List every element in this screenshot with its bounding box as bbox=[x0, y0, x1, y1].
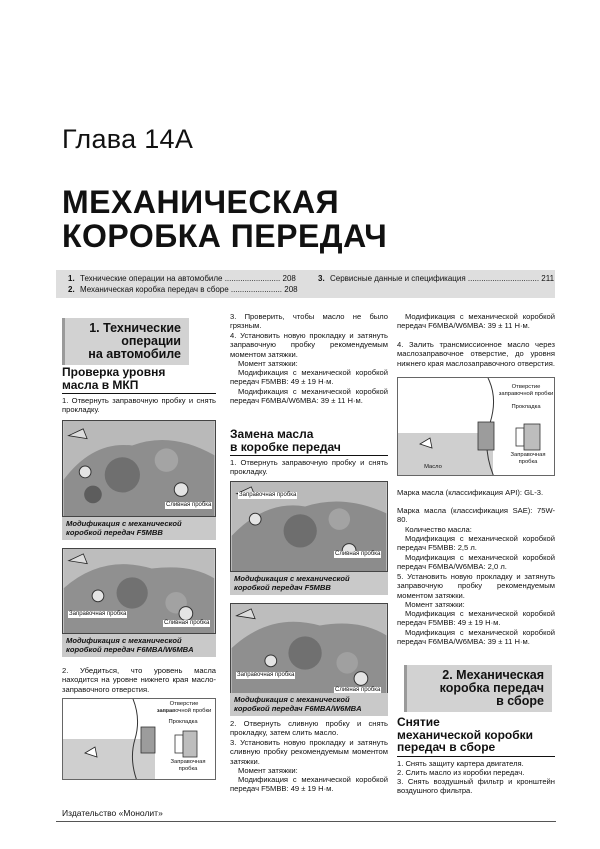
spec-text: Марка масла (классификация SAE): 75W-80. bbox=[397, 506, 555, 525]
torque-value: Модификация с механической коробкой передач F5MBB: 49 ± 19 Н·м. bbox=[230, 368, 388, 387]
step-text: 3. Проверить, чтобы масло не было грязным. bbox=[230, 312, 388, 331]
drain-plug-label: Сливная пробка bbox=[335, 551, 381, 557]
photo-caption: Модификация с механической коробкой передач F6MBA/W6MBA bbox=[62, 634, 216, 657]
step-text: 1. Отвернуть заправочную пробку и снять прокладку. bbox=[230, 458, 388, 477]
subheading-oil-level-check: Проверка уровня масла в МКП bbox=[62, 366, 216, 394]
step-text: 2. Отвернуть сливную пробку и снять прокладку, затем слить масло. bbox=[230, 719, 388, 738]
photo-caption: Модификация с механической коробкой передач F6MBA/W6MBA bbox=[230, 693, 388, 716]
fill-plug-label: Заправочная пробка bbox=[510, 452, 546, 465]
step-text: 5. Установить новую прокладку и затянуть заправочную пробку рекомендуемым моментом затяжки. bbox=[397, 572, 555, 600]
toc-item[interactable]: 3. Сервисные данные и спецификация ................................ 211 bbox=[318, 274, 555, 283]
step-text: 2. Слить масло из коробки передач. bbox=[397, 768, 525, 777]
spec-text: Марка масла (классификация API): GL-3. bbox=[397, 488, 544, 497]
torque-label: Момент затяжки: bbox=[238, 359, 298, 368]
step-text: 4. Залить трансмиссионное масло через маслозаправочное отверстие, до уровня нижнего края маслозаправочного отверстия. bbox=[397, 340, 555, 368]
gasket-label: Прокладка bbox=[168, 719, 198, 725]
section-heading-2: 2. Механическая коробка передач в сборе bbox=[404, 665, 552, 712]
oil-label: Масло bbox=[424, 464, 442, 470]
gasket-label: Прокладка bbox=[511, 404, 541, 410]
qty-value: Модификация с механической коробкой передач F5MBB: 2,5 л. bbox=[397, 534, 555, 553]
toc-item[interactable]: 2. Механическая коробка передач в сборе ....................... 208 bbox=[68, 285, 298, 294]
torque-label: Момент затяжки: bbox=[405, 600, 465, 609]
subheading-oil-change: Замена масла в коробке передач bbox=[230, 428, 388, 456]
qty-value: Модификация с механической коробкой передач F6MBA/W6MBA: 2,0 л. bbox=[397, 553, 555, 572]
photo-caption: Модификация с механической коробкой передач F5MBB bbox=[230, 572, 388, 595]
torque-value: Модификация с механической коробкой передач F5MBB: 49 ± 19 Н·м. bbox=[230, 775, 388, 794]
chapter-title-line2: КОРОБКА ПЕРЕДАЧ bbox=[62, 218, 388, 254]
step-text: 3. Установить новую прокладку и затянуть сливную пробку рекомендуемым моментом затяжки. bbox=[230, 738, 388, 766]
step-text: 4. Установить новую прокладку и затянуть заправочную пробку рекомендуемым моментом затяжки. bbox=[230, 331, 388, 359]
publisher-footer: Издательство «Монолит» bbox=[62, 808, 163, 818]
fill-plug-label: Заправочная пробка bbox=[170, 759, 206, 772]
torque-value: Модификация с механической коробкой передач F6MBA/W6MBA: 39 ± 11 Н·м. bbox=[397, 628, 555, 647]
toc-item[interactable]: 1. Технические операции на автомобиле ......................... 208 bbox=[68, 274, 296, 283]
chapter-label: Глава 14А bbox=[62, 124, 194, 154]
table-of-contents bbox=[56, 270, 555, 298]
oil-fill-diagram bbox=[397, 377, 555, 476]
torque-value: Модификация с механической коробкой передач F6MBA/W6MBA: 39 ± 11 Н·м. bbox=[397, 312, 555, 331]
torque-value: Модификация с механической коробкой передач F6MBA/W6MBA: 39 ± 11 Н·м. bbox=[230, 387, 388, 406]
drain-plug-label: Сливная пробка bbox=[164, 620, 210, 626]
subheading-removal: Снятие механической коробки передач в сборе bbox=[397, 716, 555, 757]
photo-caption: Модификация с механической коробкой передач F5MBB bbox=[62, 517, 216, 540]
drain-plug-label: Сливная пробка bbox=[166, 502, 212, 508]
fill-plug-label: Заправочная пробка bbox=[239, 492, 297, 498]
torque-value: Модификация с механической коробкой передач F5MBB: 49 ± 19 Н·м. bbox=[397, 609, 555, 628]
torque-label: Момент затяжки: bbox=[238, 766, 298, 775]
section-heading-1: 1. Технические операции на автомобиле bbox=[62, 318, 189, 365]
fill-plug-label: Заправочная пробка bbox=[237, 672, 295, 678]
step-text: 1. Снять защиту картера двигателя. bbox=[397, 759, 524, 768]
footer-divider bbox=[56, 821, 556, 822]
fill-hole-label: Отверстие заправочной пробки bbox=[156, 701, 212, 714]
qty-label: Количество масла: bbox=[405, 525, 472, 534]
oil-level-diagram bbox=[62, 698, 216, 780]
step-text: 2. Убедиться, что уровень масла находится на уровне нижнего края масло-заправочного отверстия. bbox=[62, 666, 216, 694]
step-text: 1. Отвернуть заправочную пробку и снять прокладку. bbox=[62, 396, 216, 415]
fill-hole-label: Отверстие заправочной пробки bbox=[498, 384, 554, 397]
chapter-title-line1: МЕХАНИЧЕСКАЯ bbox=[62, 184, 340, 220]
step-text: 3. Снять воздушный фильтр и кронштейн воздушного фильтра. bbox=[397, 777, 555, 796]
fill-plug-label: Заправочная пробка bbox=[69, 611, 127, 617]
drain-plug-label: Сливная пробка bbox=[335, 687, 381, 693]
